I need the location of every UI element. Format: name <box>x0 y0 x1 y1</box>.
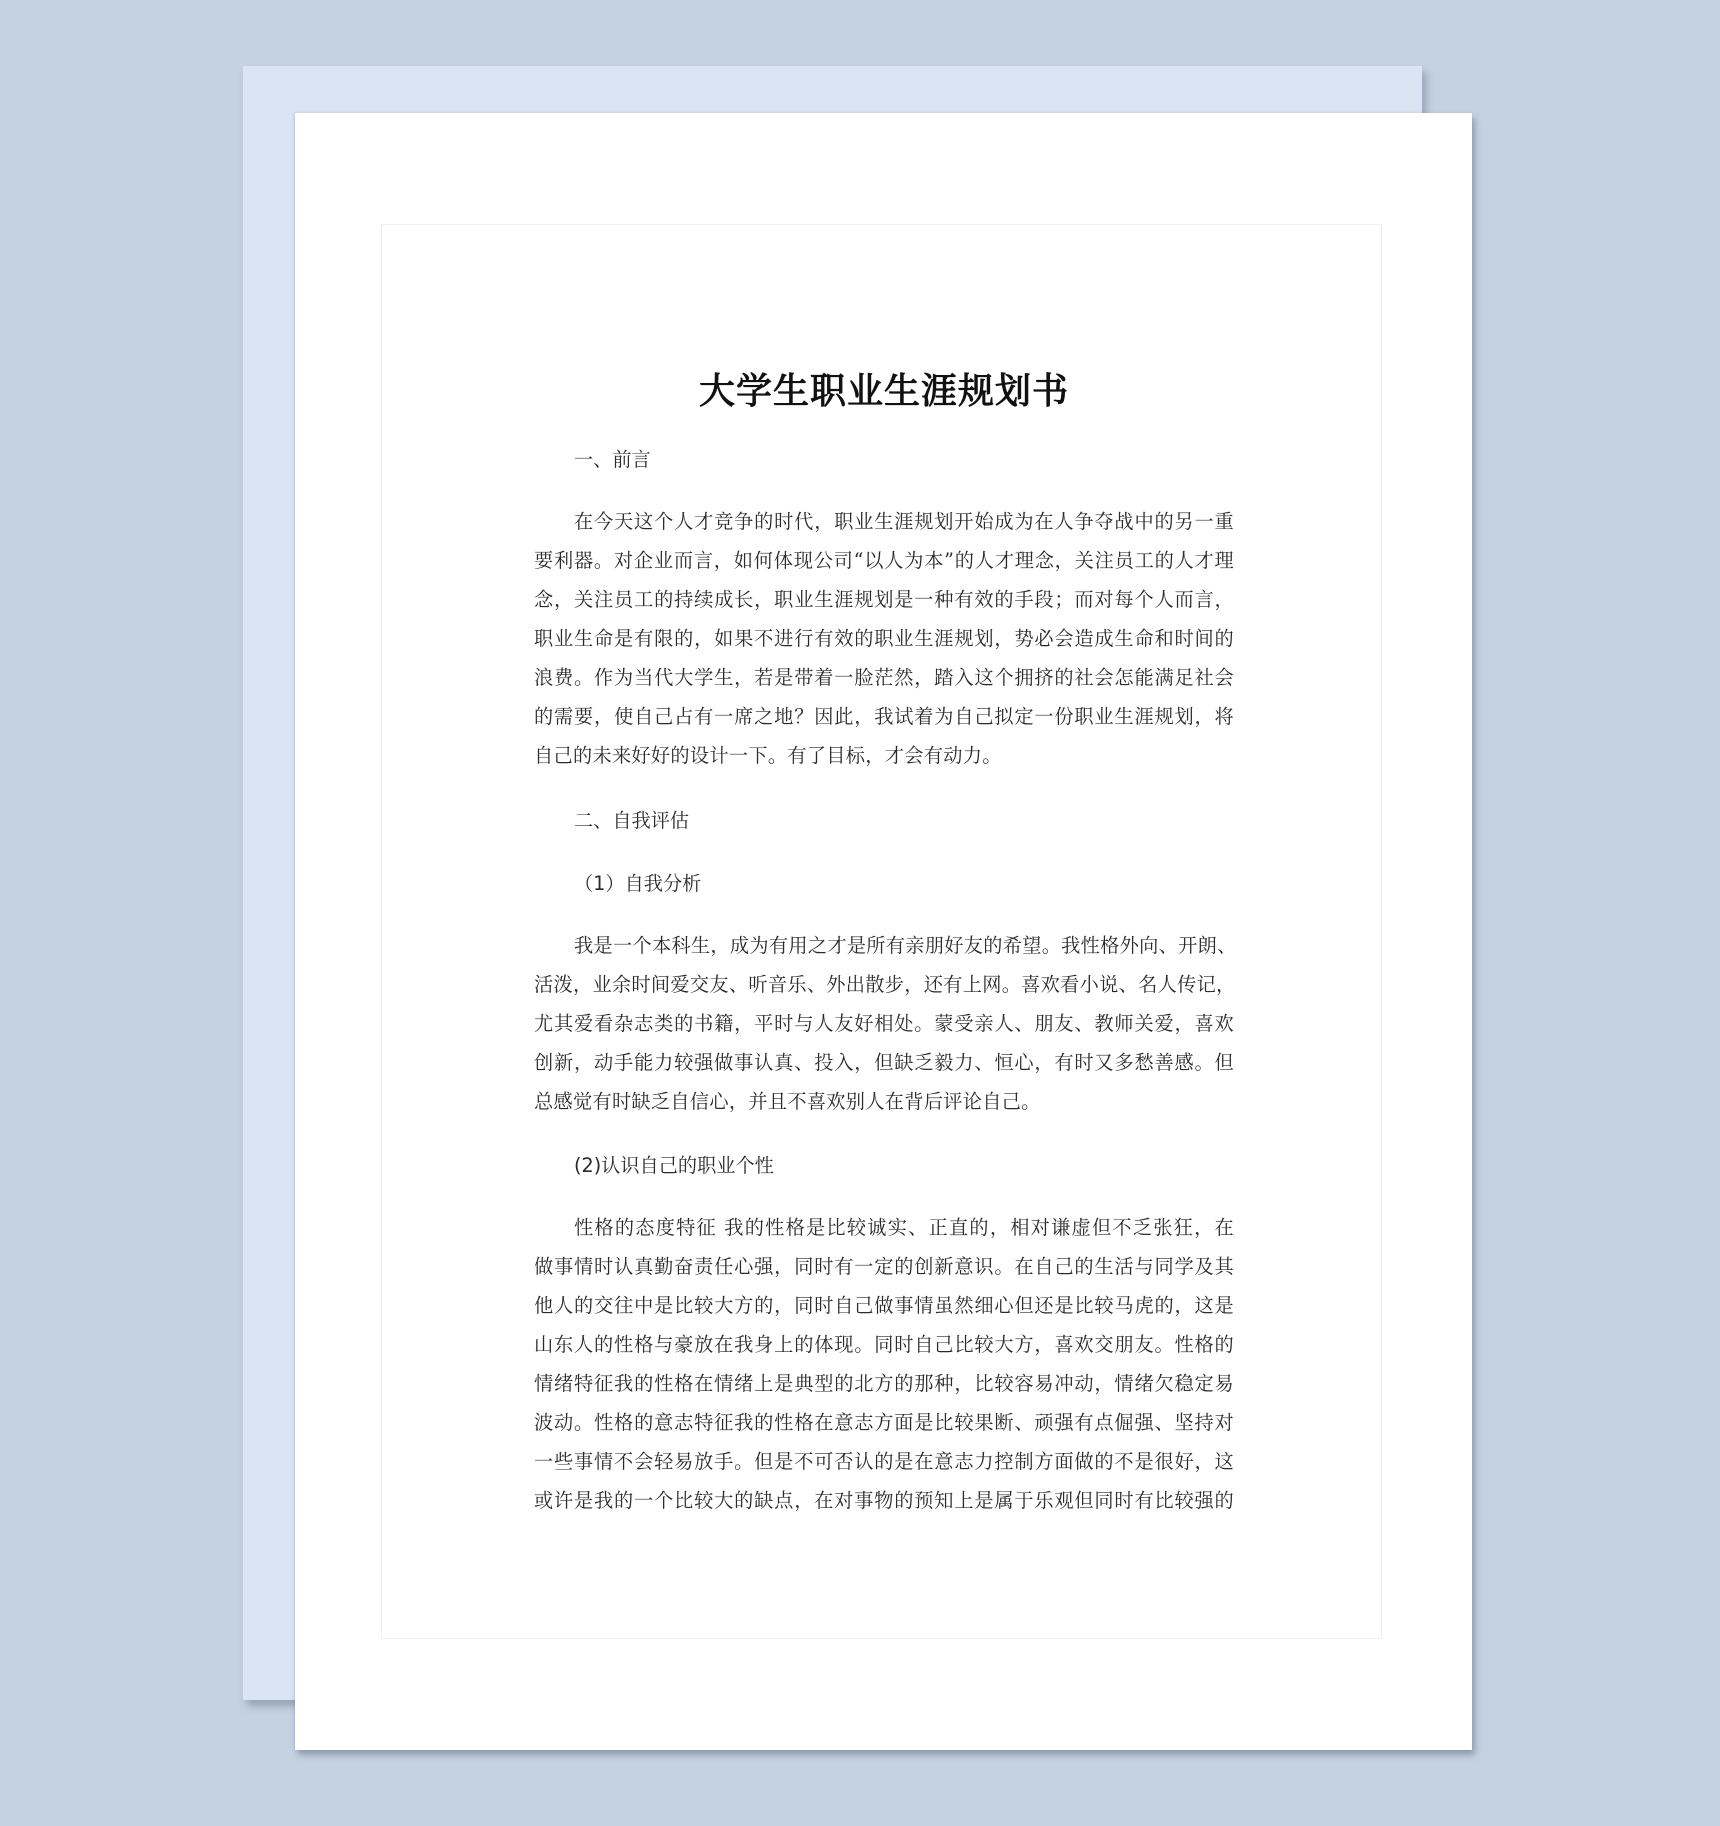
paragraph-line: 的需要，使自己占有一席之地？因此，我试着为自己拟定一份职业生涯规划，将 <box>534 705 1234 728</box>
paragraph-line: 性格的态度特征 我的性格是比较诚实、正直的，相对谦虚但不乏张狂，在 <box>574 1216 1234 1239</box>
paragraph-line: 在今天这个人才竞争的时代，职业生涯规划开始成为在人争夺战中的另一重 <box>574 510 1234 533</box>
paragraph-line: 做事情时认真勤奋责任心强，同时有一定的创新意识。在自己的生活与同学及其 <box>534 1255 1234 1278</box>
section-heading-preface: 一、前言 <box>574 448 651 471</box>
paragraph-line: 总感觉有时缺乏自信心，并且不喜欢别人在背后评论自己。 <box>534 1090 1041 1113</box>
paragraph-line: 职业生命是有限的，如果不进行有效的职业生涯规划，势必会造成生命和时间的 <box>534 627 1234 650</box>
paragraph-line: 波动。性格的意志特征我的性格在意志方面是比较果断、顽强有点倔强、坚持对 <box>534 1411 1234 1434</box>
paragraph-line: 创新，动手能力较强做事认真、投入，但缺乏毅力、恒心，有时又多愁善感。但 <box>534 1051 1234 1074</box>
section-heading-self-assessment: 二、自我评估 <box>574 809 690 832</box>
subsection-heading-career-personality: (2)认识自己的职业个性 <box>574 1154 774 1177</box>
paragraph-line: 一些事情不会轻易放手。但是不可否认的是在意志力控制方面做的不是很好，这 <box>534 1450 1234 1473</box>
paragraph-line: 或许是我的一个比较大的缺点，在对事物的预知上是属于乐观但同时有比较强的 <box>534 1489 1234 1512</box>
paragraph-line: 自己的未来好好的设计一下。有了目标，才会有动力。 <box>534 744 1002 767</box>
paragraph-line: 浪费。作为当代大学生，若是带着一脸茫然，踏入这个拥挤的社会怎能满足社会 <box>534 666 1234 689</box>
paragraph-line: 尤其爱看杂志类的书籍，平时与人友好相处。蒙受亲人、朋友、教师关爱，喜欢 <box>534 1012 1234 1035</box>
subsection-heading-self-analysis: （1）自我分析 <box>574 872 702 895</box>
paragraph-line: 要利器。对企业而言，如何体现公司“以人为本”的人才理念，关注员工的人才理 <box>534 549 1234 572</box>
paragraph-line: 我是一个本科生，成为有用之才是所有亲朋好友的希望。我性格外向、开朗、 <box>574 934 1237 957</box>
document-title: 大学生职业生涯规划书 <box>698 371 1069 412</box>
document-page <box>295 113 1472 1750</box>
paragraph-line: 情绪特征我的性格在情绪上是典型的北方的那种，比较容易冲动，情绪欠稳定易 <box>534 1372 1234 1395</box>
paragraph-line: 活泼，业余时间爱交友、听音乐、外出散步，还有上网。喜欢看小说、名人传记， <box>534 973 1236 996</box>
paragraph-line: 他人的交往中是比较大方的，同时自己做事情虽然细心但还是比较马虎的，这是 <box>534 1294 1234 1317</box>
paragraph-line: 念，关注员工的持续成长，职业生涯规划是一种有效的手段；而对每个人而言， <box>534 588 1234 611</box>
paragraph-line: 山东人的性格与豪放在我身上的体现。同时自己比较大方，喜欢交朋友。性格的 <box>534 1333 1234 1356</box>
